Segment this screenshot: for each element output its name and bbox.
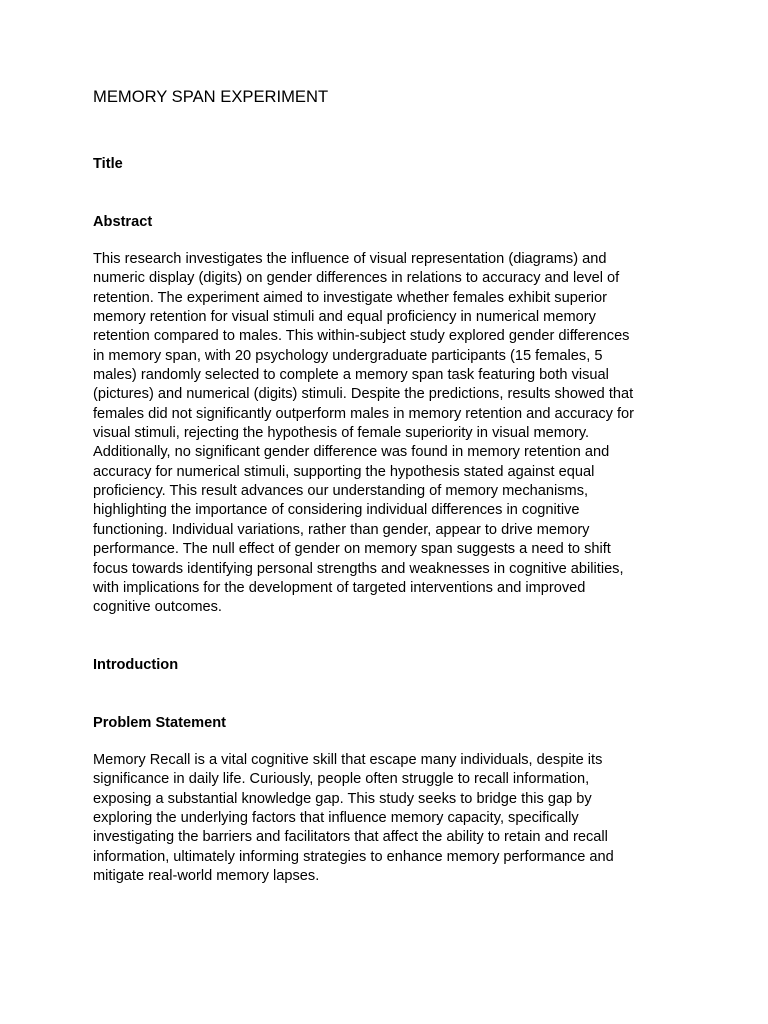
abstract-paragraph [93,250,673,618]
problem-statement-paragraph [93,751,673,886]
abstract-line: visual stimuli, rejecting the hypothesis of female superiority in visual memory. [93,425,590,442]
problem-statement-line: exploring the underlying factors that influence memory capacity, specifically [93,810,579,827]
abstract-line: males) randomly selected to complete a memory span task featuring both visual [93,367,609,384]
abstract-line: numeric display (digits) on gender differences in relations to accuracy and level of [93,270,620,287]
problem-statement-line: investigating the barriers and facilitators that affect the ability to retain and recall [93,829,608,846]
problem-statement-line: information, ultimately informing strategies to enhance memory performance and [93,848,614,865]
abstract-line: functioning. Individual variations, rather than gender, appear to drive memory [93,521,590,538]
abstract-line: focus towards identifying personal strengths and weaknesses in cognitive abilities, [93,560,624,577]
heading-problem-statement: Problem Statement [93,715,226,731]
abstract-line: Additionally, no significant gender difference was found in memory retention and [93,444,610,461]
problem-statement-line: mitigate real-world memory lapses. [93,868,320,885]
abstract-line: memory retention for visual stimuli and equal proficiency in numerical memory [93,309,596,326]
abstract-line: proficiency. This result advances our understanding of memory mechanisms, [93,483,589,500]
abstract-line: (pictures) and numerical (digits) stimuli. Despite the predictions, results showed that [93,386,634,403]
abstract-line: retention compared to males. This within-subject study explored gender differences [93,328,630,345]
problem-statement-line: Memory Recall is a vital cognitive skill that escape many individuals, despite its [93,752,603,768]
abstract-line: This research investigates the influence of visual representation (diagrams) and [93,251,607,267]
document-title: MEMORY SPAN EXPERIMENT [93,87,329,106]
abstract-line: females did not significantly outperform males in memory retention and accuracy for [93,405,635,422]
abstract-line: accuracy for numerical stimuli, supporting the hypothesis stated against equal [93,463,595,480]
abstract-line: highlighting the importance of considering individual differences in cognitive [93,502,580,519]
heading-abstract: Abstract [93,214,153,230]
heading-introduction: Introduction [93,657,179,673]
abstract-line: with implications for the development of targeted interventions and improved [93,579,586,596]
abstract-line: in memory span, with 20 psychology undergraduate participants (15 females, 5 [93,347,603,364]
abstract-line: performance. The null effect of gender on memory span suggests a need to shift [93,541,611,558]
heading-title: Title [93,156,123,172]
abstract-line: cognitive outcomes. [93,599,222,616]
problem-statement-line: exposing a substantial knowledge gap. This study seeks to bridge this gap by [93,790,592,807]
abstract-line: retention. The experiment aimed to investigate whether females exhibit superior [93,289,608,306]
problem-statement-line: significance in daily life. Curiously, people often struggle to recall information, [93,771,590,788]
